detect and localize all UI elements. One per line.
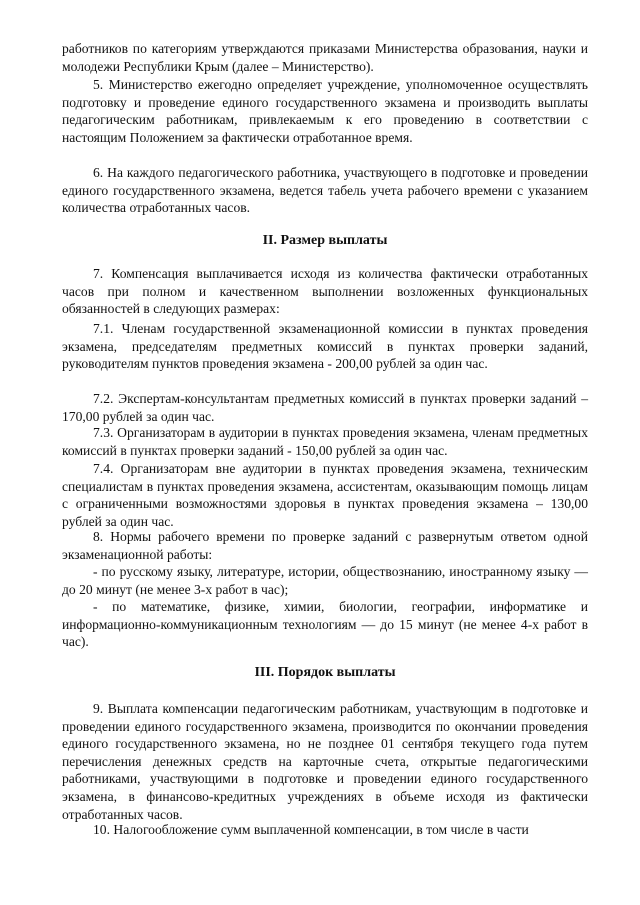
paragraph-7-1: 7.1. Членам государственной экзаменационной комиссии в пунктах проведения экзамена, председателям предметных комиссий в пунктах проверки заданий, руководителям пунктов проведения экзамена - 200,00 рублей за один час.: [62, 321, 588, 372]
paragraph-7-4: 7.4. Организаторам вне аудитории в пунктах проведения экзамена, техническим специалистам в пунктах проведения экзамена, ассистентам, оказывающим помощь лицам с ограниченными возможностями здоровья в пунктах проведения экзамена – 130,00 рублей за один час.: [62, 461, 588, 529]
paragraph-9: 9. Выплата компенсации педагогическим работникам, участвующим в подготовке и проведении единого государственного экзамена, производится по окончании проведения единого государственного экзамена, но не позднее 01 сентября текущего года путем перечисления денежных средств на карточные счета, открытые педагогическими работниками, участвующими в подготовке и проведении единого государственного экзамена, в финансово-кредитных учреждениях в объеме исходя из фактически отработанных часов.: [62, 701, 588, 822]
paragraph-8-list-item-1: - по русскому языку, литературе, истории, обществознанию, иностранному языку — до 20 минут (не менее 3-х работ в час);: [62, 564, 588, 597]
paragraph-10: 10. Налогообложение сумм выплаченной компенсации, в том числе в части: [93, 822, 529, 837]
paragraph-intro: работников по категориям утверждаются приказами Министерства образования, науки и молодежи Республики Крым (далее – Министерство).: [62, 41, 588, 74]
section-heading-payment-amount: II. Размер выплаты: [262, 233, 388, 248]
paragraph-8-list-item-2: - по математике, физике, химии, биологии, географии, информатике и информационно-коммуникационным технологиям — до 15 минут (не менее 4-х работ в час).: [62, 599, 588, 650]
paragraph-7-2: 7.2. Экспертам-консультантам предметных комиссий в пунктах проверки заданий – 170,00 рублей за один час.: [62, 391, 588, 424]
paragraph-5: 5. Министерство ежегодно определяет учреждение, уполномоченное осуществлять подготовку и проведение единого государственного экзамена и производить выплаты педагогическим работникам, привлекаемым к его проведению в соответствии с настоящим Положением за фактически отработанное время.: [62, 77, 588, 145]
paragraph-6: 6. На каждого педагогического работника, участвующего в подготовке и проведении единого государственного экзамена, ведется табель учета рабочего времени с указанием количества отработанных часов.: [62, 165, 588, 216]
paragraph-7: 7. Компенсация выплачивается исходя из количества фактически отработанных часов при полном и качественном выполнении возложенных функциональных обязанностей в следующих размерах:: [62, 266, 588, 317]
section-heading-payment-procedure: III. Порядок выплаты: [254, 665, 396, 680]
paragraph-7-3: 7.3. Организаторам в аудитории в пунктах проведения экзамена, членам предметных комиссий в пунктах проверки заданий - 150,00 рублей за один час.: [62, 425, 588, 458]
paragraph-8: 8. Нормы рабочего времени по проверке заданий с развернутым ответом одной экзаменационной работы:: [62, 529, 588, 562]
